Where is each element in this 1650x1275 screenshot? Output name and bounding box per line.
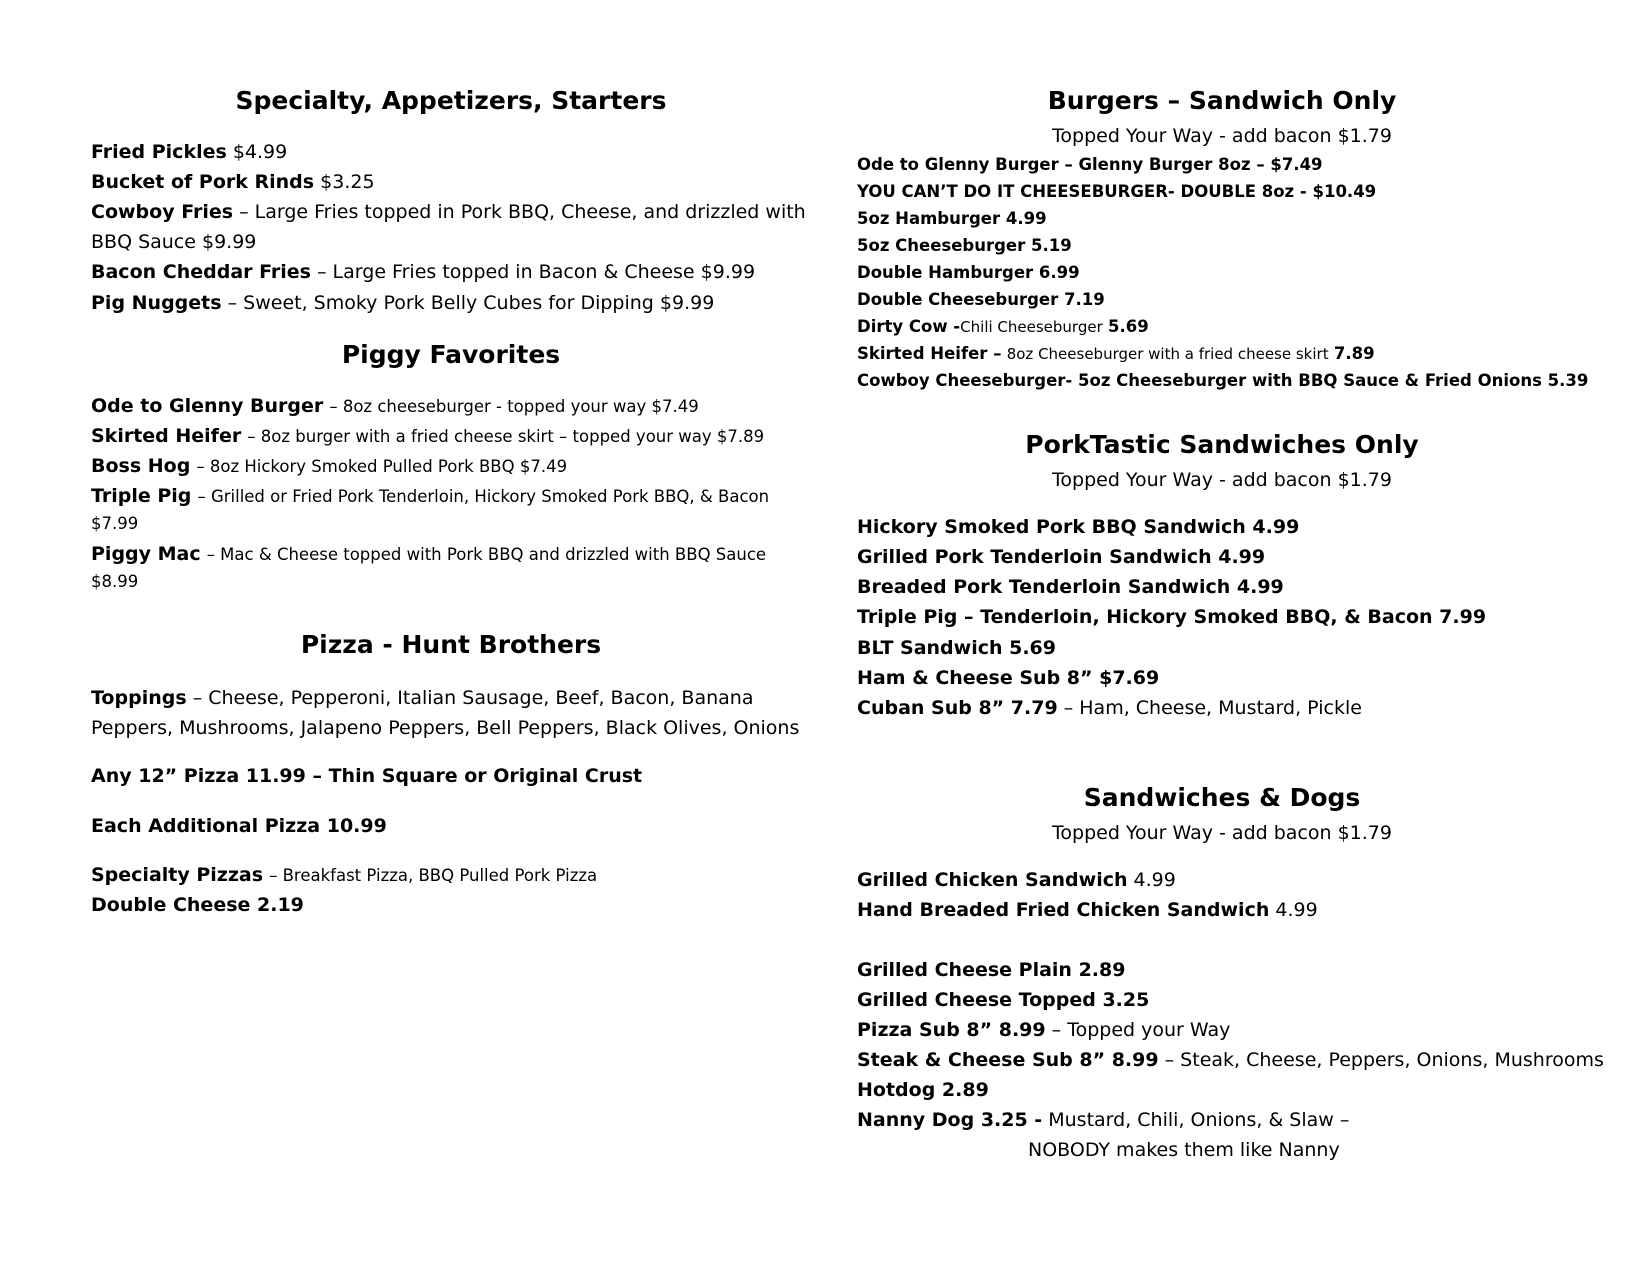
menu-item <box>91 687 753 709</box>
item-name: Nanny Dog 3.25 - <box>857 1109 1043 1131</box>
menu-item <box>857 899 1318 921</box>
item-description: – Large Fries topped in Bacon & Cheese $9.99 <box>317 261 756 283</box>
item-description: – Topped your Way <box>1051 1019 1231 1041</box>
menu-item <box>91 765 642 787</box>
menu-item <box>857 989 1149 1011</box>
menu-item <box>91 292 714 314</box>
item-name: Hand Breaded Fried Chicken Sandwich <box>857 899 1270 921</box>
item-description-continued: Peppers, Mushrooms, Jalapeno Peppers, Bell Peppers, Black Olives, Onions <box>91 717 800 739</box>
favorites-heading: Piggy Favorites <box>341 340 561 369</box>
item-price: 7.89 <box>1333 344 1375 363</box>
item-name: Pizza Sub 8” 8.99 <box>857 1019 1046 1041</box>
item-description: – 8oz burger with a fried cheese skirt – topped your way $7.89 <box>247 427 765 446</box>
menu-item <box>857 1079 989 1101</box>
menu-item <box>857 959 1125 981</box>
sandwiches-heading: Sandwiches & Dogs <box>1083 783 1361 812</box>
item-description: – Grilled or Fried Pork Tenderloin, Hickory Smoked Pork BBQ, & Bacon <box>197 487 770 506</box>
item-name: Grilled Cheese Plain 2.89 <box>857 959 1126 981</box>
item-description: – Breakfast Pizza, BBQ Pulled Pork Pizza <box>269 866 598 885</box>
menu-item <box>91 171 375 193</box>
item-price: 4.99 <box>1133 869 1176 891</box>
menu-item <box>857 869 1176 891</box>
menu-item <box>857 344 1375 363</box>
item-price: 5.69 <box>1108 317 1149 336</box>
menu-item <box>857 697 1362 719</box>
item-price: 4.99 <box>1275 899 1318 921</box>
item-name: Bucket of Pork Rinds <box>91 171 315 193</box>
menu-item <box>857 1109 1349 1131</box>
item-name: Grilled Chicken Sandwich <box>857 869 1128 891</box>
menu-item <box>857 155 1323 174</box>
item-name: Piggy Mac <box>91 543 201 565</box>
menu-item <box>91 201 806 223</box>
menu-item <box>857 1049 1604 1071</box>
menu-item <box>91 455 567 477</box>
menu-item <box>857 576 1284 598</box>
item-price: $4.99 <box>232 141 288 163</box>
pizza-heading: Pizza - Hunt Brothers <box>300 630 602 659</box>
item-name: Cowboy Fries <box>91 201 234 223</box>
menu-item <box>857 317 1149 336</box>
menu-item <box>857 290 1105 309</box>
item-name: Pig Nuggets <box>91 292 222 314</box>
porktastic-subtitle: Topped Your Way - add bacon $1.79 <box>1052 469 1392 491</box>
appetizers-heading: Specialty, Appetizers, Starters <box>235 86 667 115</box>
menu-item <box>91 395 699 417</box>
item-name: Dirty Cow - <box>857 317 961 336</box>
menu-item <box>91 894 304 916</box>
item-name: Ode to Glenny Burger – Glenny Burger 8oz – $7.49 <box>857 155 1323 174</box>
item-description: – Large Fries topped in Pork BBQ, Cheese, and drizzled with <box>239 201 806 223</box>
item-name: Each Additional Pizza 10.99 <box>91 815 387 837</box>
item-name: Skirted Heifer <box>91 425 242 447</box>
item-name: Double Hamburger 6.99 <box>857 263 1080 282</box>
item-name: Ode to Glenny Burger <box>91 395 324 417</box>
item-name: Steak & Cheese Sub 8” 8.99 <box>857 1049 1159 1071</box>
item-description-continued: NOBODY makes them like Nanny <box>1028 1139 1340 1161</box>
item-description: – Mac & Cheese topped with Pork BBQ and drizzled with BBQ Sauce <box>206 545 767 564</box>
item-description: – Cheese, Pepperoni, Italian Sausage, Beef, Bacon, Banana <box>192 687 754 709</box>
item-name: Triple Pig – Tenderloin, Hickory Smoked BBQ, & Bacon 7.99 <box>857 606 1487 628</box>
menu-item <box>91 261 755 283</box>
item-name: Hotdog 2.89 <box>857 1079 989 1101</box>
item-name: Boss Hog <box>91 455 191 477</box>
item-description: – Steak, Cheese, Peppers, Onions, Mushrooms <box>1164 1049 1604 1071</box>
menu-item <box>857 182 1376 201</box>
menu-item <box>857 1019 1230 1041</box>
item-name: Toppings <box>91 687 187 709</box>
item-name: Double Cheese 2.19 <box>91 894 304 916</box>
menu-item <box>857 637 1056 659</box>
menu-item <box>857 546 1265 568</box>
item-name: Hickory Smoked Pork BBQ Sandwich 4.99 <box>857 516 1300 538</box>
burgers-heading: Burgers – Sandwich Only <box>1047 86 1397 115</box>
item-name: BLT Sandwich 5.69 <box>857 637 1056 659</box>
menu-item <box>91 815 387 837</box>
menu-item <box>91 141 287 163</box>
item-name: Grilled Cheese Topped 3.25 <box>857 989 1150 1011</box>
menu-item <box>857 263 1080 282</box>
item-description: – 8oz Hickory Smoked Pulled Pork BBQ $7.49 <box>196 457 568 476</box>
item-description: Mustard, Chili, Onions, & Slaw – <box>1048 1109 1350 1131</box>
item-description-continued: $7.99 <box>91 514 139 533</box>
item-name: YOU CAN’T DO IT CHEESEBURGER- DOUBLE 8oz - $10.49 <box>857 182 1377 201</box>
menu-item <box>91 425 764 447</box>
item-name: Cuban Sub 8” 7.79 <box>857 697 1058 719</box>
item-name: Fried Pickles <box>91 141 227 163</box>
item-name: Specialty Pizzas <box>91 864 264 886</box>
item-name: Breaded Pork Tenderloin Sandwich 4.99 <box>857 576 1284 598</box>
item-description-continued: BBQ Sauce $9.99 <box>91 231 257 253</box>
item-name: Double Cheeseburger 7.19 <box>857 290 1105 309</box>
item-name: Cowboy Cheeseburger- 5oz Cheeseburger with BBQ Sauce & Fried Onions 5.39 <box>857 371 1589 390</box>
item-description: 8oz Cheeseburger with a fried cheese skirt <box>1006 345 1329 363</box>
menu-item <box>857 209 1047 228</box>
item-description-continued: $8.99 <box>91 572 139 591</box>
item-price: $3.25 <box>320 171 375 193</box>
item-description: – Ham, Cheese, Mustard, Pickle <box>1063 697 1362 719</box>
item-name: Bacon Cheddar Fries <box>91 261 311 283</box>
sandwiches-subtitle: Topped Your Way - add bacon $1.79 <box>1052 822 1392 844</box>
item-name: Grilled Pork Tenderloin Sandwich 4.99 <box>857 546 1266 568</box>
menu-item <box>91 543 766 565</box>
item-name: Any 12” Pizza 11.99 – Thin Square or Original Crust <box>91 765 643 787</box>
menu-item <box>91 485 769 507</box>
item-name: 5oz Hamburger 4.99 <box>857 209 1047 228</box>
menu-item <box>857 371 1588 390</box>
item-name: Ham & Cheese Sub 8” $7.69 <box>857 667 1160 689</box>
menu-item <box>857 236 1072 255</box>
burgers-subtitle: Topped Your Way - add bacon $1.79 <box>1052 125 1392 147</box>
item-name: 5oz Cheeseburger 5.19 <box>857 236 1072 255</box>
item-name: Triple Pig <box>91 485 192 507</box>
item-description: – 8oz cheeseburger - topped your way $7.49 <box>329 397 699 416</box>
menu-item <box>857 606 1486 628</box>
item-name: Skirted Heifer – <box>857 344 1002 363</box>
item-description: – Sweet, Smoky Pork Belly Cubes for Dipping $9.99 <box>227 292 715 314</box>
menu-item <box>857 667 1159 689</box>
item-description: Chili Cheeseburger <box>960 318 1103 336</box>
menu-item <box>857 516 1299 538</box>
porktastic-heading: PorkTastic Sandwiches Only <box>1025 430 1419 459</box>
menu-item <box>91 864 597 886</box>
